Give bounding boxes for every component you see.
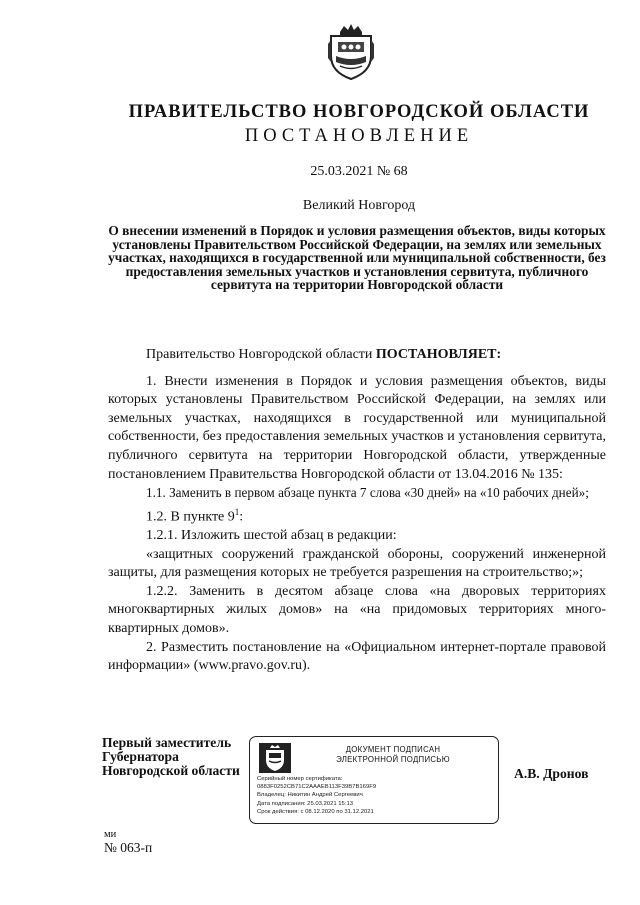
stamp-validity: Срок действия: с 08.12.2020 по 31.12.2021 bbox=[257, 808, 374, 815]
paragraph-1-2-sup: 1 bbox=[234, 506, 240, 517]
signer-position-line: Новгородской области bbox=[102, 763, 240, 778]
organization-title: ПРАВИТЕЛЬСТВО НОВГОРОДСКОЙ ОБЛАСТИ bbox=[128, 102, 590, 122]
stamp-signed-date: Дата подписания: 25.03.2021 15:13 bbox=[257, 800, 354, 807]
electronic-signature-stamp bbox=[249, 736, 499, 824]
paragraph-1-1: 1.1. Заменить в первом абзаце пункта 7 слова «30 дней» на «10 рабочих дней»; bbox=[146, 485, 589, 501]
footer-number: № 063-п bbox=[104, 840, 153, 855]
paragraph-1-2-text: 1.2. В пункте 9 bbox=[146, 509, 235, 525]
stamp-title-line: ДОКУМЕНТ ПОДПИСАН bbox=[345, 745, 441, 754]
signer-position bbox=[102, 736, 240, 778]
stamp-title bbox=[298, 745, 488, 765]
stamp-cert-value: 0883F0252CB71C2AAAEB113F39B7B169F9 bbox=[257, 784, 377, 791]
executor-initials: ми bbox=[104, 829, 117, 840]
document-footer bbox=[104, 828, 152, 854]
decree-intro-text: Правительство Новгородской области bbox=[146, 347, 376, 362]
paragraph-1-2-1: 1.2.1. Изложить шестой абзац в редакции: bbox=[146, 528, 397, 543]
decree-intro bbox=[108, 346, 606, 365]
paragraph-1-2 bbox=[108, 503, 606, 527]
signer-name: А.В. Дронов bbox=[514, 766, 589, 781]
coat-of-arms-icon bbox=[259, 743, 291, 773]
document-body bbox=[108, 346, 606, 676]
signer-position-line: Первый заместитель bbox=[102, 735, 232, 750]
stamp-owner: Владелец: Никитин Андрей Сергеевич bbox=[257, 792, 363, 799]
coat-of-arms-icon bbox=[326, 22, 376, 82]
document-type: ПОСТАНОВЛЕНИЕ bbox=[244, 126, 474, 146]
paragraph-1: 1. Внести изменения в Порядок и условия размещения объектов, виды которых установлены Правительством Российской Федерации, на землях или земельных участках, находящихся в государственной или муниципальной собственности, без предоставления земельных участков и установления сервитута, публичного сервитута на территории Новгородской области, утвержденные постановлением Правительства Новгородской области от 13.04.2016 № 135: bbox=[108, 373, 606, 482]
document-date-number: 25.03.2021 № 68 bbox=[310, 164, 408, 179]
signer-position-line: Губернатора bbox=[102, 749, 179, 764]
paragraph-1-2-colon: : bbox=[239, 509, 244, 525]
document-city: Великий Новгород bbox=[302, 198, 416, 213]
document-subject: О внесении изменений в Порядок и условия размещения объектов, виды которых установлены Правительством Российской Федерации, на землях или земельных участках, находящихся в государственной или муниципальной собственности, без предоставления земельных участков и установления сервитута, публичного сервитута на территории Новгородской области bbox=[108, 223, 606, 293]
paragraph-1-2-2: 1.2.2. Заменить в десятом абзаце слова «на дворовых территориях многоквартирных жилых домов» на «на придомовых территориях много-квартирных домов». bbox=[108, 583, 606, 636]
stamp-title-line: ЭЛЕКТРОННОЙ ПОДПИСЬЮ bbox=[336, 755, 450, 764]
stamp-details bbox=[257, 775, 495, 816]
stamp-cert-label: Серийный номер сертификата: bbox=[257, 776, 343, 782]
decree-intro-keyword: ПОСТАНОВЛЯЕТ: bbox=[375, 347, 502, 362]
paragraph-2: 2. Разместить постановление на «Официальном интернет-портале правовой информации» (www.pravo.gov.ru). bbox=[108, 639, 606, 674]
paragraph-1-2-1-quote: «защитных сооружений гражданской обороны, сооружений инженерной защиты, для размещения которых не требуется разрешения на строительство;»; bbox=[108, 546, 606, 581]
